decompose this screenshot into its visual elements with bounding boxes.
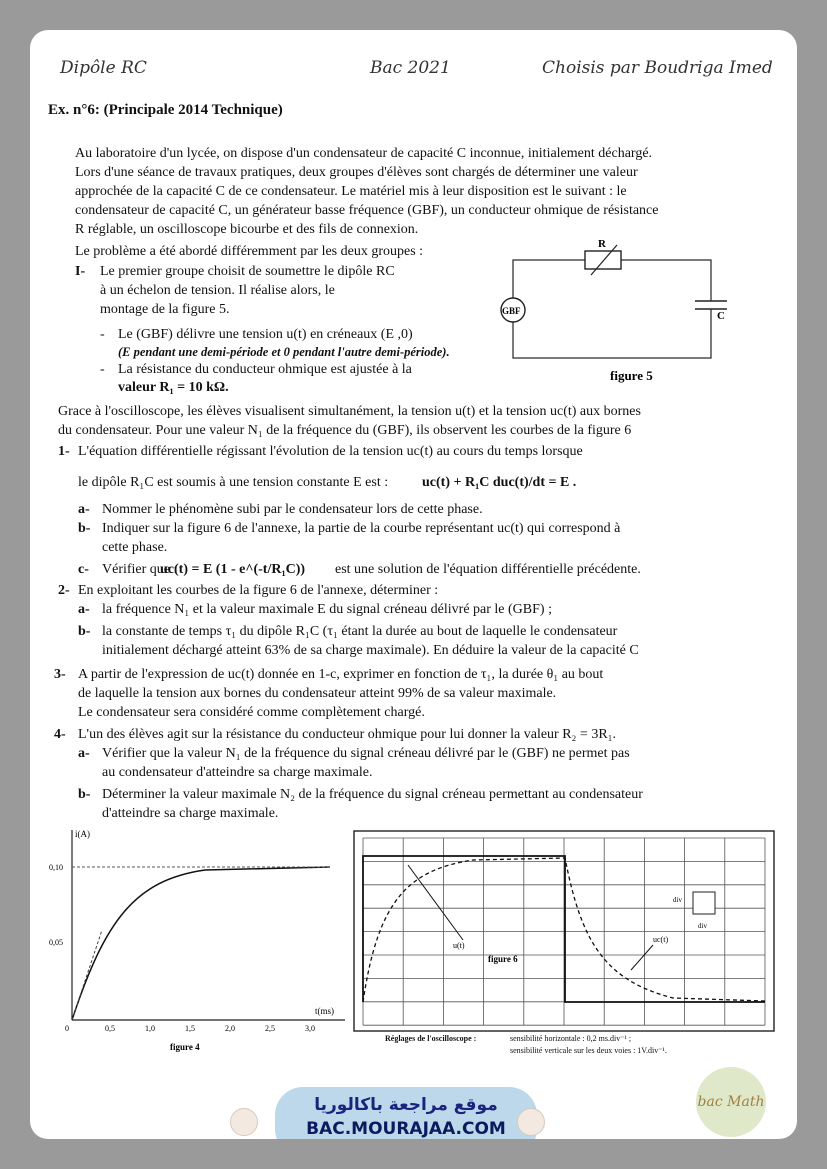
x-tick: 1,5 — [185, 1024, 195, 1033]
question-number: 4- — [54, 727, 66, 742]
question-number: 3- — [54, 667, 66, 682]
item-letter: a- — [78, 602, 90, 617]
bac-math-badge: bac Math — [696, 1067, 766, 1137]
q4-a-line: au condensateur d'atteindre sa charge maximale. — [102, 765, 373, 780]
exercise-title: Ex. n°6: (Principale 2014 Technique) — [48, 102, 283, 118]
x-tick: 3,0 — [305, 1024, 315, 1033]
body-paragraph — [58, 402, 778, 440]
body-line: du condensateur. Pour une valeur N₁ de la fréquence du (GBF), ils observent les courbes de la figure 6 — [58, 423, 632, 438]
question-number: 1- — [58, 444, 70, 459]
part1-line: Le premier groupe choisit de soumettre le dipôle RC — [100, 264, 395, 279]
current-curve — [72, 867, 330, 1020]
figure4-graph — [45, 825, 350, 1055]
q3-line: A partir de l'expression de uc(t) donnée en 1-c, exprimer en fonction de τ₁, la durée θ₁ au bout — [78, 667, 604, 682]
item-letter: b- — [78, 521, 91, 536]
x-tick: 0,5 — [105, 1024, 115, 1033]
question-number: 2- — [58, 583, 70, 598]
oscilloscope-setting: sensibilité verticale sur les deux voies : 1V.div⁻¹. — [510, 1046, 667, 1055]
figure5-caption: figure 5 — [610, 368, 653, 383]
x-tick: 0 — [65, 1024, 69, 1033]
item-letter: a- — [78, 746, 90, 761]
q1-c-pre: Vérifier que : — [102, 562, 178, 577]
site-link[interactable] — [275, 1087, 537, 1139]
y-tick: 0,05 — [49, 938, 63, 947]
intro-line: condensateur de capacité C, un générateur basse fréquence (GBF), un conducteur ohmique de résistance — [75, 203, 659, 218]
q3-text — [78, 665, 778, 722]
intro-line: Le problème a été abordé différemment par les deux groupes : — [75, 244, 424, 259]
q1-c-post: est une solution de l'équation différentielle précédente. — [335, 562, 641, 577]
uc-trace-label: uc(t) — [653, 935, 669, 944]
bullet2-text-b: valeur R₁ = 10 kΩ. — [118, 380, 229, 395]
q2-b — [102, 622, 792, 660]
intro-line: approchée de la capacité C de ce condensateur. Le matériel mis à leur disposition est le suivant : le — [75, 184, 627, 199]
bullet-dash: - — [100, 327, 105, 342]
circuit-diagram — [495, 235, 735, 385]
body-line: Grace à l'oscilloscope, les élèves visualisent simultanément, la tension u(t) et la tension uc(t) aux bornes — [58, 404, 641, 419]
x-tick: 2,5 — [265, 1024, 275, 1033]
q1-equation: uc(t) + R₁C duc(t)/dt = E . — [422, 475, 577, 490]
oscilloscope-screen — [353, 830, 778, 1040]
q4-b — [102, 785, 792, 823]
part1-text — [100, 262, 480, 319]
site-url: BAC.MOURAJAA.COM — [306, 1119, 506, 1139]
q4-a-line: Vérifier que la valeur N₁ de la fréquence du signal créneau délivré par le (GBF) ne permet pas — [102, 746, 630, 761]
bullet1-note: (E pendant une demi-période et 0 pendant l'autre demi-période). — [118, 345, 450, 359]
x-tick: 2,0 — [225, 1024, 235, 1033]
site-logo-icon — [517, 1108, 545, 1136]
resistor-symbol — [585, 251, 621, 269]
q2-b-line: initialement déchargé atteint 63% de sa charge maximale). En déduire la valeur de la capacité C — [102, 643, 639, 658]
y-tick: 0,10 — [49, 863, 63, 872]
header-left: Dipôle RC — [60, 58, 147, 78]
division-indicator — [693, 892, 715, 914]
q1-b — [102, 519, 782, 557]
exam-sheet — [30, 30, 797, 1139]
u-trace-label: u(t) — [453, 941, 465, 950]
part-number: I- — [75, 264, 86, 279]
oscilloscope-settings-title: Réglages de l'oscilloscope : — [385, 1034, 477, 1043]
part1-line: à un échelon de tension. Il réalise alors, le — [100, 283, 335, 298]
intro-line: Au laboratoire d'un lycée, on dispose d'un condensateur de capacité C inconnue, initialement déchargé. — [75, 146, 653, 161]
x-axis-label: t(ms) — [315, 1006, 334, 1016]
figure4-caption: figure 4 — [170, 1042, 200, 1052]
q2-a: la fréquence N₁ et la valeur maximale E du signal créneau délivré par le (GBF) ; — [102, 602, 552, 617]
q1-b-line: cette phase. — [102, 540, 168, 555]
q3-line: de laquelle la tension aux bornes du condensateur atteint 99% de sa valeur maximale. — [78, 686, 557, 701]
bullet1-text: Le (GBF) délivre une tension u(t) en créneaux (E ,0) — [118, 327, 413, 342]
gbf-label: GBF — [502, 306, 521, 316]
q1-line1: L'équation différentielle régissant l'évolution de la tension uc(t) au cours du temps lorsque — [78, 444, 583, 459]
div-label: div — [673, 896, 682, 904]
q1-b-line: Indiquer sur la figure 6 de l'annexe, la partie de la courbe représentant uc(t) qui correspond à — [102, 521, 621, 536]
q2-line: En exploitant les courbes de la figure 6 de l'annexe, déterminer : — [78, 583, 439, 598]
div-label: div — [698, 922, 707, 930]
intro-line: R réglable, un oscilloscope bicourbe et des fils de connexion. — [75, 222, 419, 237]
item-letter: c- — [78, 562, 89, 577]
item-letter: b- — [78, 624, 91, 639]
header-center: Bac 2021 — [370, 58, 451, 78]
item-letter: b- — [78, 787, 91, 802]
intro-line: Lors d'une séance de travaux pratiques, deux groupes d'élèves sont chargés de déterminer une valeur — [75, 165, 638, 180]
q1-c-equation: uc(t) = E (1 - e^(-t/R₁C)) — [160, 562, 306, 577]
figure6-caption: figure 6 — [488, 954, 518, 964]
circuit-wire — [513, 260, 711, 358]
resistor-label: R — [598, 238, 606, 250]
site-logo-icon — [230, 1108, 258, 1136]
y-axis-label: i(A) — [75, 829, 90, 839]
q3-line: Le condensateur sera considéré comme complètement chargé. — [78, 705, 425, 720]
item-letter: a- — [78, 502, 90, 517]
part1-line: montage de la figure 5. — [100, 302, 230, 317]
q4-b-line: d'atteindre sa charge maximale. — [102, 806, 279, 821]
bullet-dash: - — [100, 362, 105, 377]
header-right: Choisis par Boudriga Imed — [542, 58, 773, 78]
oscilloscope-setting: sensibilité horizontale : 0,2 ms.div⁻¹ ; — [510, 1034, 632, 1043]
capacitor-label: C — [717, 310, 725, 322]
q2-b-line: la constante de temps τ₁ du dipôle R₁C (τ₁ étant la durée au bout de laquelle le condensateur — [102, 624, 618, 639]
q4-line: L'un des élèves agit sur la résistance du conducteur ohmique pour lui donner la valeur R₂ = 3R₁. — [78, 727, 617, 742]
q1-line2: le dipôle R₁C est soumis à une tension constante E est : — [78, 475, 389, 490]
x-tick: 1,0 — [145, 1024, 155, 1033]
q4-a — [102, 744, 792, 782]
q4-b-line: Déterminer la valeur maximale N₂ de la fréquence du signal créneau permettant au condensateur — [102, 787, 643, 802]
site-name-arabic: موقع مراجعة باكالوريا — [314, 1095, 498, 1115]
bullet2-text-a: La résistance du conducteur ohmique est ajustée à la — [118, 362, 412, 377]
q1-a: Nommer le phénomène subi par le condensateur lors de cette phase. — [102, 502, 483, 517]
